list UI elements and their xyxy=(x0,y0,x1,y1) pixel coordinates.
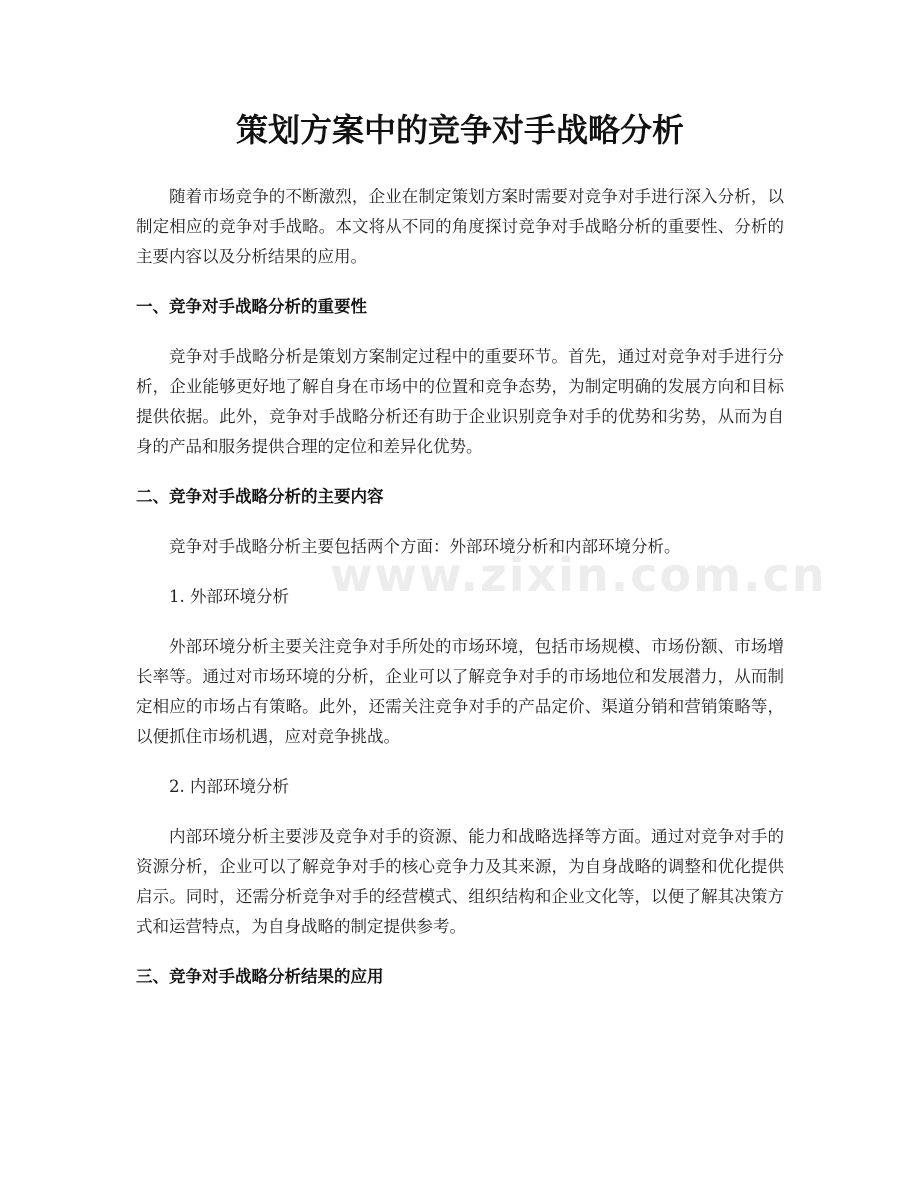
section-2-heading: 二、竞争对手战略分析的主要内容 xyxy=(136,487,384,506)
subsection-1-paragraph: 外部环境分析主要关注竞争对手所处的市场环境，包括市场规模、市场份额、市场增长率等。通过对市场环境的分析，企业可以了解竞争对手的市场地位和发展潜力，从而制定相应的市场占有策略。此外，还需关注竞争对手的产品定价、渠道分销和营销策略等，以便抓住市场机遇，应对竞争挑战。 xyxy=(136,637,784,746)
watermark-text: www.zixin.com.cn xyxy=(330,548,827,602)
subsection-2-title: 2. 内部环境分析 xyxy=(169,777,289,796)
subsection-2-paragraph: 内部环境分析主要涉及竞争对手的资源、能力和战略选择等方面。通过对竞争对手的资源分析，企业可以了解竞争对手的核心竞争力及其来源，为自身战略的调整和优化提供启示。同时，还需分析竞争对手的经营模式、组织结构和企业文化等，以便了解其决策方式和运营特点，为自身战略的制定提供参考。 xyxy=(136,827,784,936)
subsection-1-title: 1. 外部环境分析 xyxy=(169,587,289,606)
section-3-heading: 三、竞争对手战略分析结果的应用 xyxy=(136,967,384,986)
document-body xyxy=(136,182,784,1012)
section-2-paragraph: 竞争对手战略分析主要包括两个方面：外部环境分析和内部环境分析。 xyxy=(169,537,681,556)
section-1-heading: 一、竞争对手战略分析的重要性 xyxy=(136,297,367,316)
page-title: 策划方案中的竞争对手战略分析 xyxy=(235,111,684,149)
section-1-paragraph: 竞争对手战略分析是策划方案制定过程中的重要环节。首先，通过对竞争对手进行分析，企业能够更好地了解自身在市场中的位置和竞争态势，为制定明确的发展方向和目标提供依据。此外，竞争对手战略分析还有助于企业识别竞争对手的优势和劣势，从而为自身的产品和服务提供合理的定位和差异化优势。 xyxy=(136,347,784,456)
intro-paragraph: 随着市场竞争的不断激烈，企业在制定策划方案时需要对竞争对手进行深入分析，以制定相应的竞争对手战略。本文将从不同的角度探讨竞争对手战略分析的重要性、分析的主要内容以及分析结果的应用。 xyxy=(136,187,784,266)
